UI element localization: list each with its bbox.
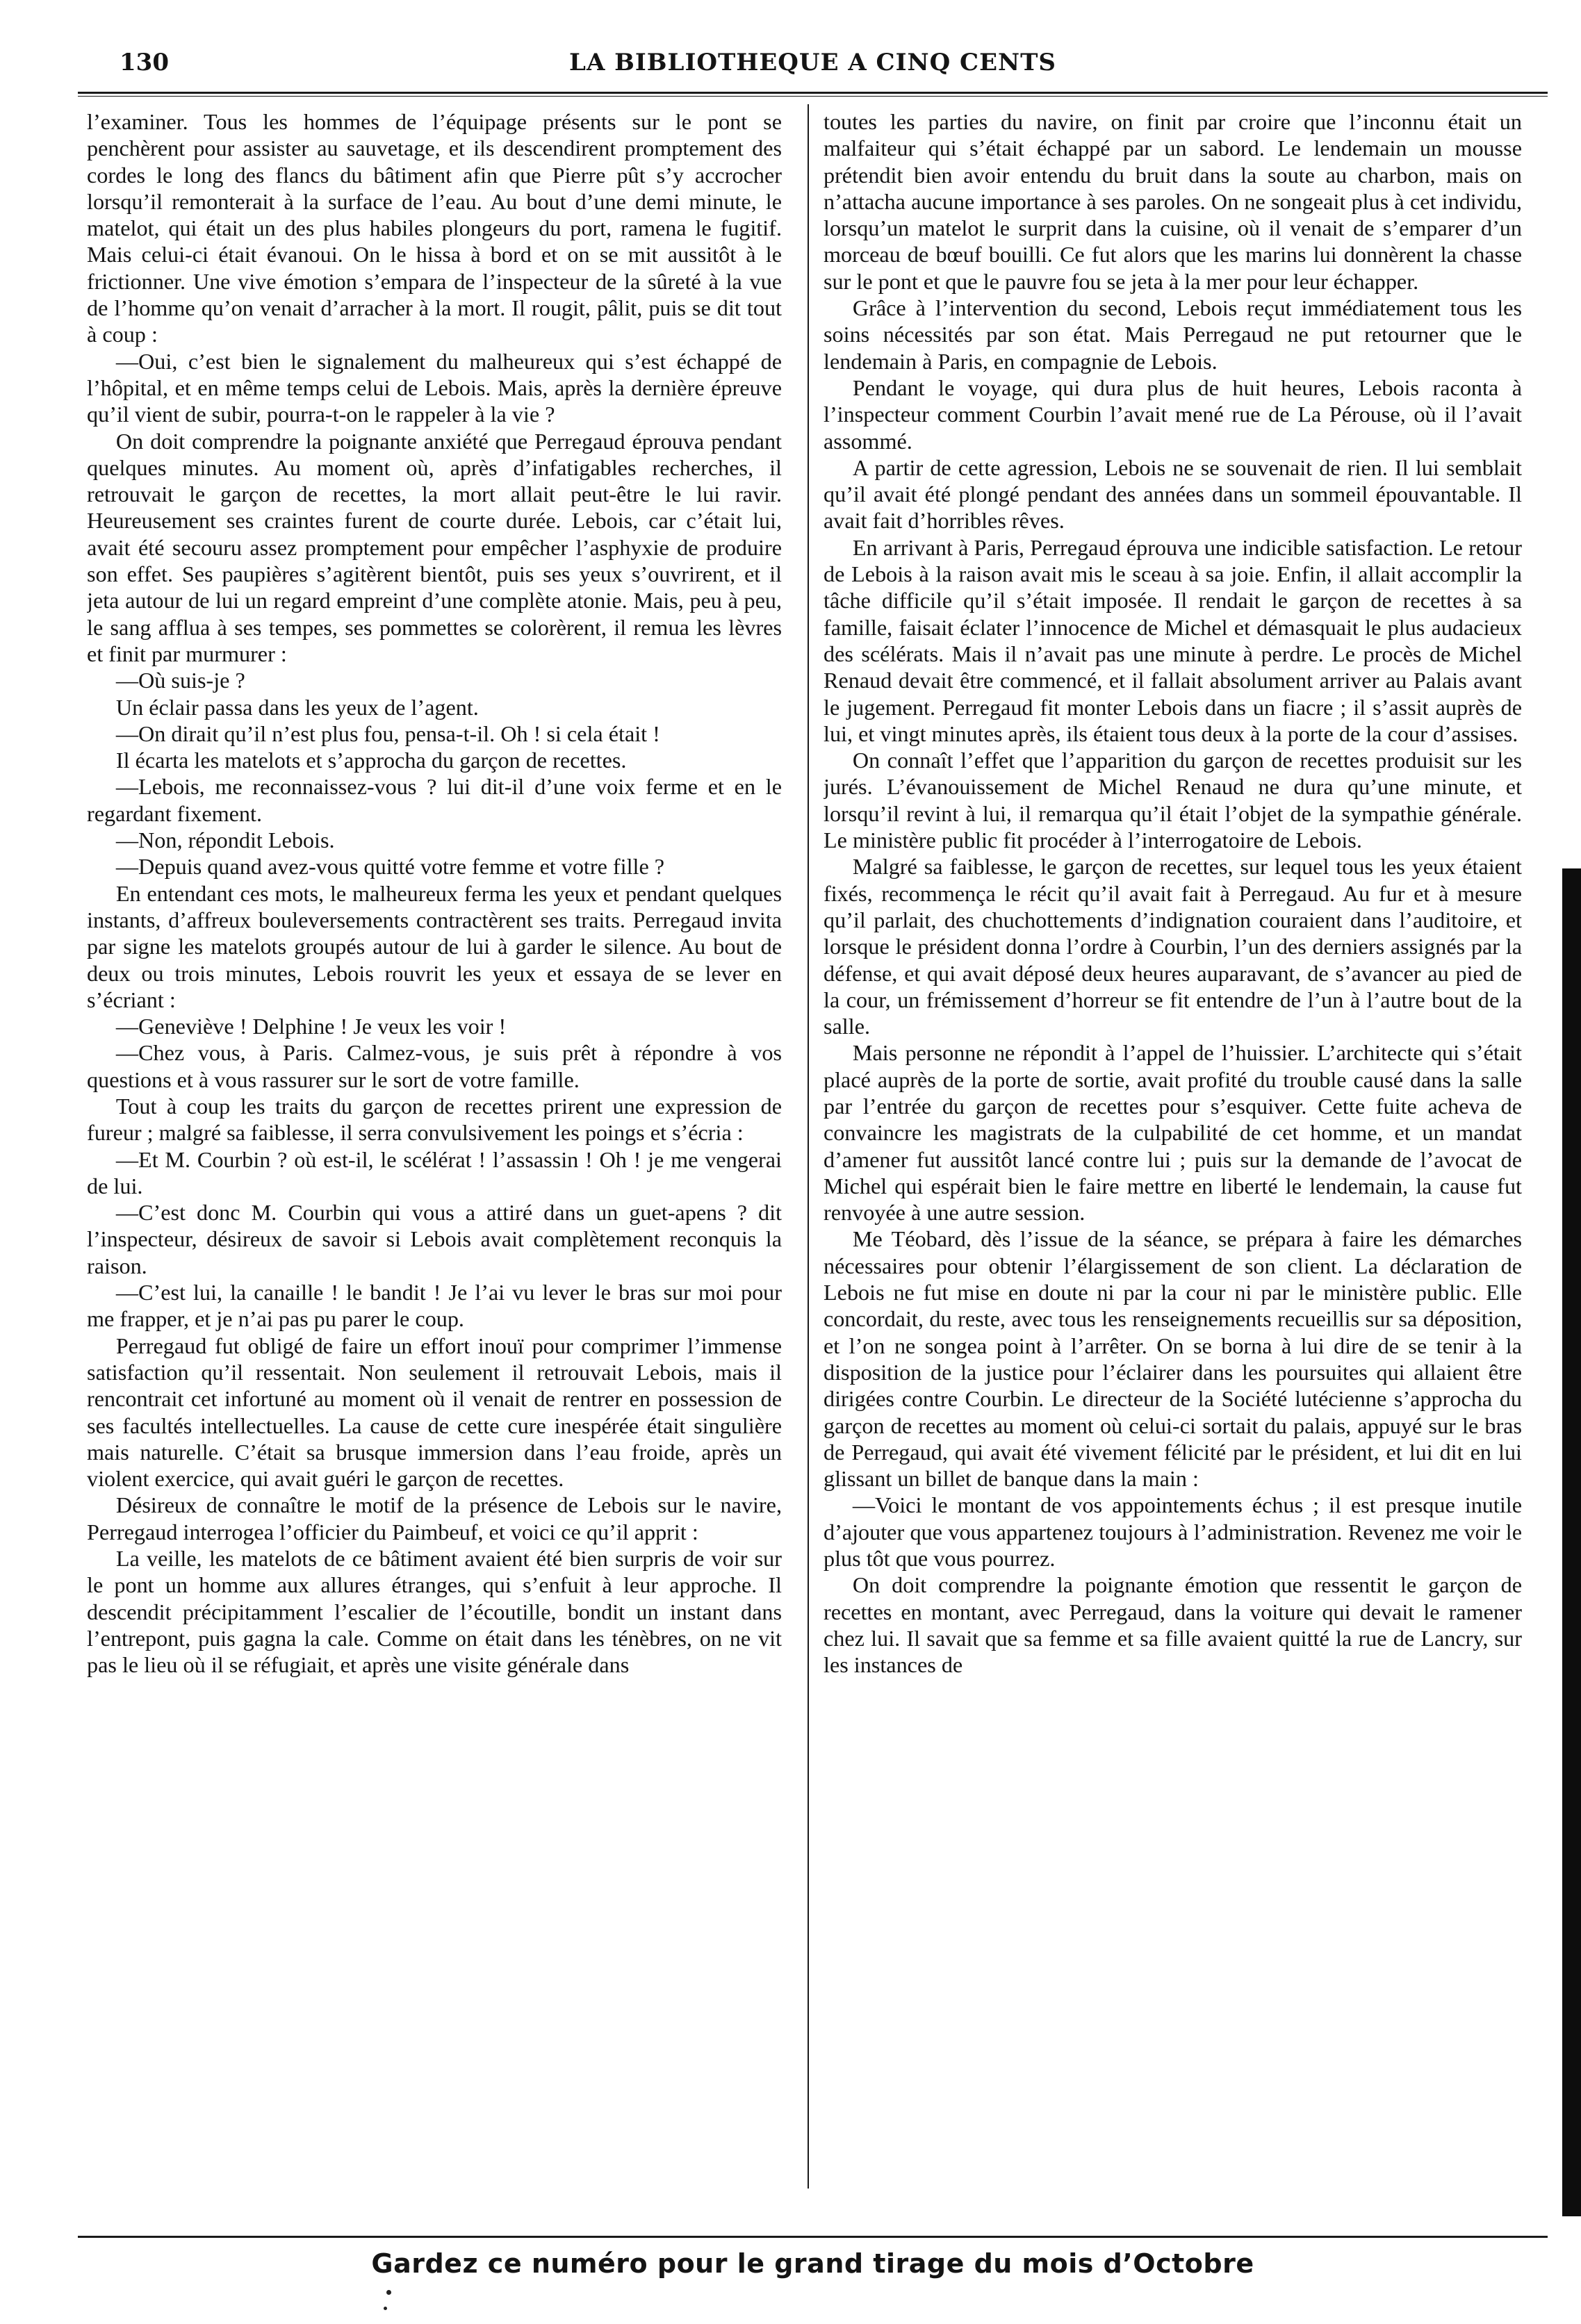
paragraph: —Lebois, me reconnaissez-vous ? lui dit-il d’une voix ferme et en le regardant fixement. xyxy=(87,774,782,826)
paragraph: A partir de cette agression, Lebois ne se souvenait de rien. Il lui semblait qu’il avait été plongé pendant des années dans un sommeil épouvantable. Il avait fait d’horribles rêves. xyxy=(824,454,1522,534)
paragraph: Un éclair passa dans les yeux de l’agent. xyxy=(115,694,479,720)
paragraph: —Voici le montant de vos appointements échus ; il est presque inutile d’ajouter que vous appartenez toujours à l’administration. Revenez me voir le plus tôt que vous pourrez. xyxy=(824,1492,1522,1572)
paragraph: —C’est donc M. Courbin qui vous a attiré dans un guet-apens ? dit l’inspecteur, désireux de savoir si Lebois avait complètement reconquis la raison. xyxy=(87,1200,782,1278)
paragraph: l’examiner. Tous les hommes de l’équipage présents sur le pont se penchèrent pour assister au sauvetage, et ils descendirent promptement des cordes le long des flancs du bâtiment afin que Pierre pût s’y accrocher lorsqu’il remonterait à la surface de l’eau. Au bout d’une demi minute, le matelot, qui était un des plus habiles plongeurs du port, ramena le fugitif. Mais celui-ci était évanoui. On le hissa à bord et on se mit aussitôt à le frictionner. Une vive émotion s’empara de l’inspecteur de la sûreté à la vue de l’homme qu’on venait d’arracher à la mort. Il rougit, pâlit, puis se dit tout à coup : xyxy=(87,109,782,347)
paragraph: Désireux de connaître le motif de la présence de Lebois sur le navire, Perregaud interrogea l’officier du Paimbeuf, et voici ce qu’il apprit : xyxy=(87,1492,782,1544)
paragraph: —Non, répondit Lebois. xyxy=(115,827,335,853)
column-divider xyxy=(808,104,809,2189)
paragraph: Me Téobard, dès l’issue de la séance, se prépara à faire les démarches nécessaires pour obtenir l’élargissement de son client. La déclaration de Lebois ne fut mise en doute ni par la cour ni par le ministère public. Elle concordait, du reste, avec tous les renseignements recueillis sur sa déposition, et l’on ne songea point à l’arrêter. On se borna à lui dire de se tenir à la disposition de la justice pour l’éclairer dans les poursuites qui allaient être dirigées contre Courbin. Le directeur de la Société lutécienne s’approcha du garçon de recettes au moment où celui-ci sortait du palais, appuyé sur le bras de Perregaud, qui avait été vivement félicité par le président, et lui dit en lui glissant un billet de banque dans la main : xyxy=(824,1226,1522,1492)
page-number: 130 xyxy=(120,49,169,76)
paragraph: La veille, les matelots de ce bâtiment avaient été bien surpris de voir sur le pont un homme aux allures étranges, qui s’enfuit à leur approche. Il descendit précipitamment l’escalier de l’écoutille, bondit un instant dans l’entrepont, puis gagna la cale. Comme on était dans les ténèbres, on ne vit pas le lieu où il se réfugiait, et après une visite générale dans xyxy=(87,1546,782,1678)
paragraph: Pendant le voyage, qui dura plus de huit heures, Lebois raconta à l’inspecteur comment Courbin l’avait mené rue de La Pérouse, où il l’avait assommé. xyxy=(824,374,1522,454)
ink-speck xyxy=(384,2307,387,2310)
paragraph: Mais personne ne répondit à l’appel de l’huissier. L’architecte qui s’était placé auprès de la porte de sortie, avait profité du trouble causé dans la salle par l’entrée du garçon de recettes pour s’esquiver. Cette fuite acheva de convaincre les magistrats de la culpabilité de cet homme, et un mandat d’amener fut aussitôt lancé contre lui ; puis sur la demande de l’avocat de Michel qui espérait bien le faire mettre en liberté le lendemain, la cause fut renvoyée à une autre session. xyxy=(824,1040,1522,1226)
paragraph: —On dirait qu’il n’est plus fou, pensa-t-il. Oh ! si cela était ! xyxy=(115,720,660,746)
paragraph: —Où suis-je ? xyxy=(115,668,245,693)
footer-rule xyxy=(78,2236,1548,2238)
paragraph: —Et M. Courbin ? où est-il, le scélérat ! l’assassin ! Oh ! je me vengerai de lui. xyxy=(87,1146,782,1198)
paragraph: —C’est lui, la canaille ! le bandit ! Je l’ai vu lever le bras sur moi pour me frapper, et je n’ai pas pu parer le coup. xyxy=(87,1280,782,1332)
paragraph: Malgré sa faiblesse, le garçon de recettes, sur lequel tous les yeux étaient fixés, recommença le récit qu’il avait fait à Perregaud. Au fur et à mesure qu’il parlait, des chuchottements d’indignation couraient dans l’auditoire, et lorsque le président donna l’ordre à Courbin, l’un des derniers assignés par la défense, et qui avait déposé deux heures auparavant, de s’avancer au pied de la cour, un frémissement d’horreur se fit entendre de l’un à l’autre bout de la salle. xyxy=(824,854,1522,1039)
scan-edge-shadow xyxy=(1562,868,1581,2216)
paragraph: Grâce à l’intervention du second, Lebois reçut immédiatement tous les soins nécessités par son état. Mais Perregaud ne put retourner que le lendemain à Paris, en compagnie de Lebois. xyxy=(824,295,1522,374)
paragraph: —Depuis quand avez-vous quitté votre femme et votre fille ? xyxy=(115,854,665,880)
left-column xyxy=(87,108,782,2186)
paragraph: toutes les parties du navire, on finit par croire que l’inconnu était un malfaiteur qui s’était échappé par un sabord. Le lendemain un mousse prétendit bien avoir entendu du bruit dans la soute au charbon, mais on n’attacha aucune importance à ses paroles. On ne songeait plus à cet individu, lorsqu’un matelot le surprit dans la cuisine, où il venait de s’emparer d’un morceau de bœuf bouilli. Ce fut alors que les marins lui donnèrent la chasse sur le pont et que le pauvre fou se jeta à la mer pour leur échapper. xyxy=(824,109,1522,294)
paragraph: On doit comprendre la poignante émotion que ressentit le garçon de recettes en montant, avec Perregaud, dans la voiture qui devait le ramener chez lui. Il savait que sa femme et sa fille avaient quitté la rue de Lancry, sur les instances de xyxy=(824,1572,1522,1678)
running-title: LA BIBLIOTHEQUE A CINQ CENTS xyxy=(569,49,1056,76)
paragraph: —Chez vous, à Paris. Calmez-vous, je suis prêt à répondre à vos questions et à vous rassurer sur le sort de votre famille. xyxy=(87,1040,782,1092)
paragraph: En entendant ces mots, le malheureux ferma les yeux et pendant quelques instants, d’affreux bouleversements contractèrent ses traits. Perregaud invita par signe les matelots groupés autour de lui à garder le silence. Au bout de deux ou trois minutes, Lebois rouvrit les yeux et essaya de se lever en s’écriant : xyxy=(87,880,782,1012)
paragraph: Il écarta les matelots et s’approcha du garçon de recettes. xyxy=(115,748,627,773)
paragraph: Perregaud fut obligé de faire un effort inouï pour comprimer l’immense satisfaction qu’il ressentait. Non seulement il retrouvait Lebois, mais il rencontrait cet infortuné au moment où il venait de rentrer en possession de ses facultés intellectuelles. La cause de cette cure inespérée était singulière mais naturelle. C’était sa brusque immersion dans l’eau froide, après un violent exercice, qui avait guéri le garçon de recettes. xyxy=(87,1333,782,1492)
right-column xyxy=(824,108,1522,2186)
ink-speck xyxy=(386,2290,391,2295)
paragraph: On connaît l’effet que l’apparition du garçon de recettes produisit sur les jurés. L’évanouissement de Michel Renaud ne dura qu’une minute, et lorsqu’il revint à lui, il remarqua qu’il était l’objet de la sympathie générale. Le ministère public fit procéder à l’interrogatoire de Lebois. xyxy=(824,748,1522,853)
paragraph: —Oui, c’est bien le signalement du malheureux qui s’est échappé de l’hôpital, et en même temps celui de Lebois. Mais, après la dernière épreuve qu’il vient de subir, pourra-t-on le rappeler à la vie ? xyxy=(87,348,782,427)
paragraph: On doit comprendre la poignante anxiété que Perregaud éprouva pendant quelques minutes. Au moment où, après d’infatigables recherches, il retrouvait le garçon de recettes, la mort allait peut-être le lui ravir. Heureusement ses craintes furent de courte durée. Lebois, car c’était lui, avait été secouru assez promptement pour empêcher l’asphyxie de produire son effet. Ses paupières s’agitèrent bientôt, puis ses yeux s’ouvrirent, et il jeta autour de lui un regard empreint d’une complète atonie. Mais, peu à peu, le sang afflua à ses tempes, ses pommettes se colorèrent, il remua les lèvres et finit par murmurer : xyxy=(87,428,782,666)
header-rule xyxy=(78,92,1548,94)
footer-note: Gardez ce numéro pour le grand tirage du mois d’Octobre xyxy=(371,2248,1254,2279)
header-rule-thin xyxy=(78,96,1548,97)
paragraph: Tout à coup les traits du garçon de recettes prirent une expression de fureur ; malgré sa faiblesse, il serra convulsivement les poings et s’écria : xyxy=(87,1093,782,1146)
page-header xyxy=(78,43,1548,82)
paragraph: En arrivant à Paris, Perregaud éprouva une indicible satisfaction. Le retour de Lebois à la raison avait mis le sceau à sa joie. Enfin, il allait accomplir la tâche difficile qu’il s’était imposée. Il rendait le garçon de recettes à sa famille, faisait éclater l’innocence de Michel et démasquait le plus audacieux des scélérats. Mais il n’avait pas une minute à perdre. Le procès de Michel Renaud devait être commencé, et il fallait absolument arriver au Palais avant le jugement. Perregaud fit monter Lebois dans un fiacre ; il s’assit auprès de lui, et vingt minutes après, ils étaient tous deux à la porte de la cour d’assises. xyxy=(824,534,1522,746)
paragraph: —Geneviève ! Delphine ! Je veux les voir ! xyxy=(115,1014,507,1039)
